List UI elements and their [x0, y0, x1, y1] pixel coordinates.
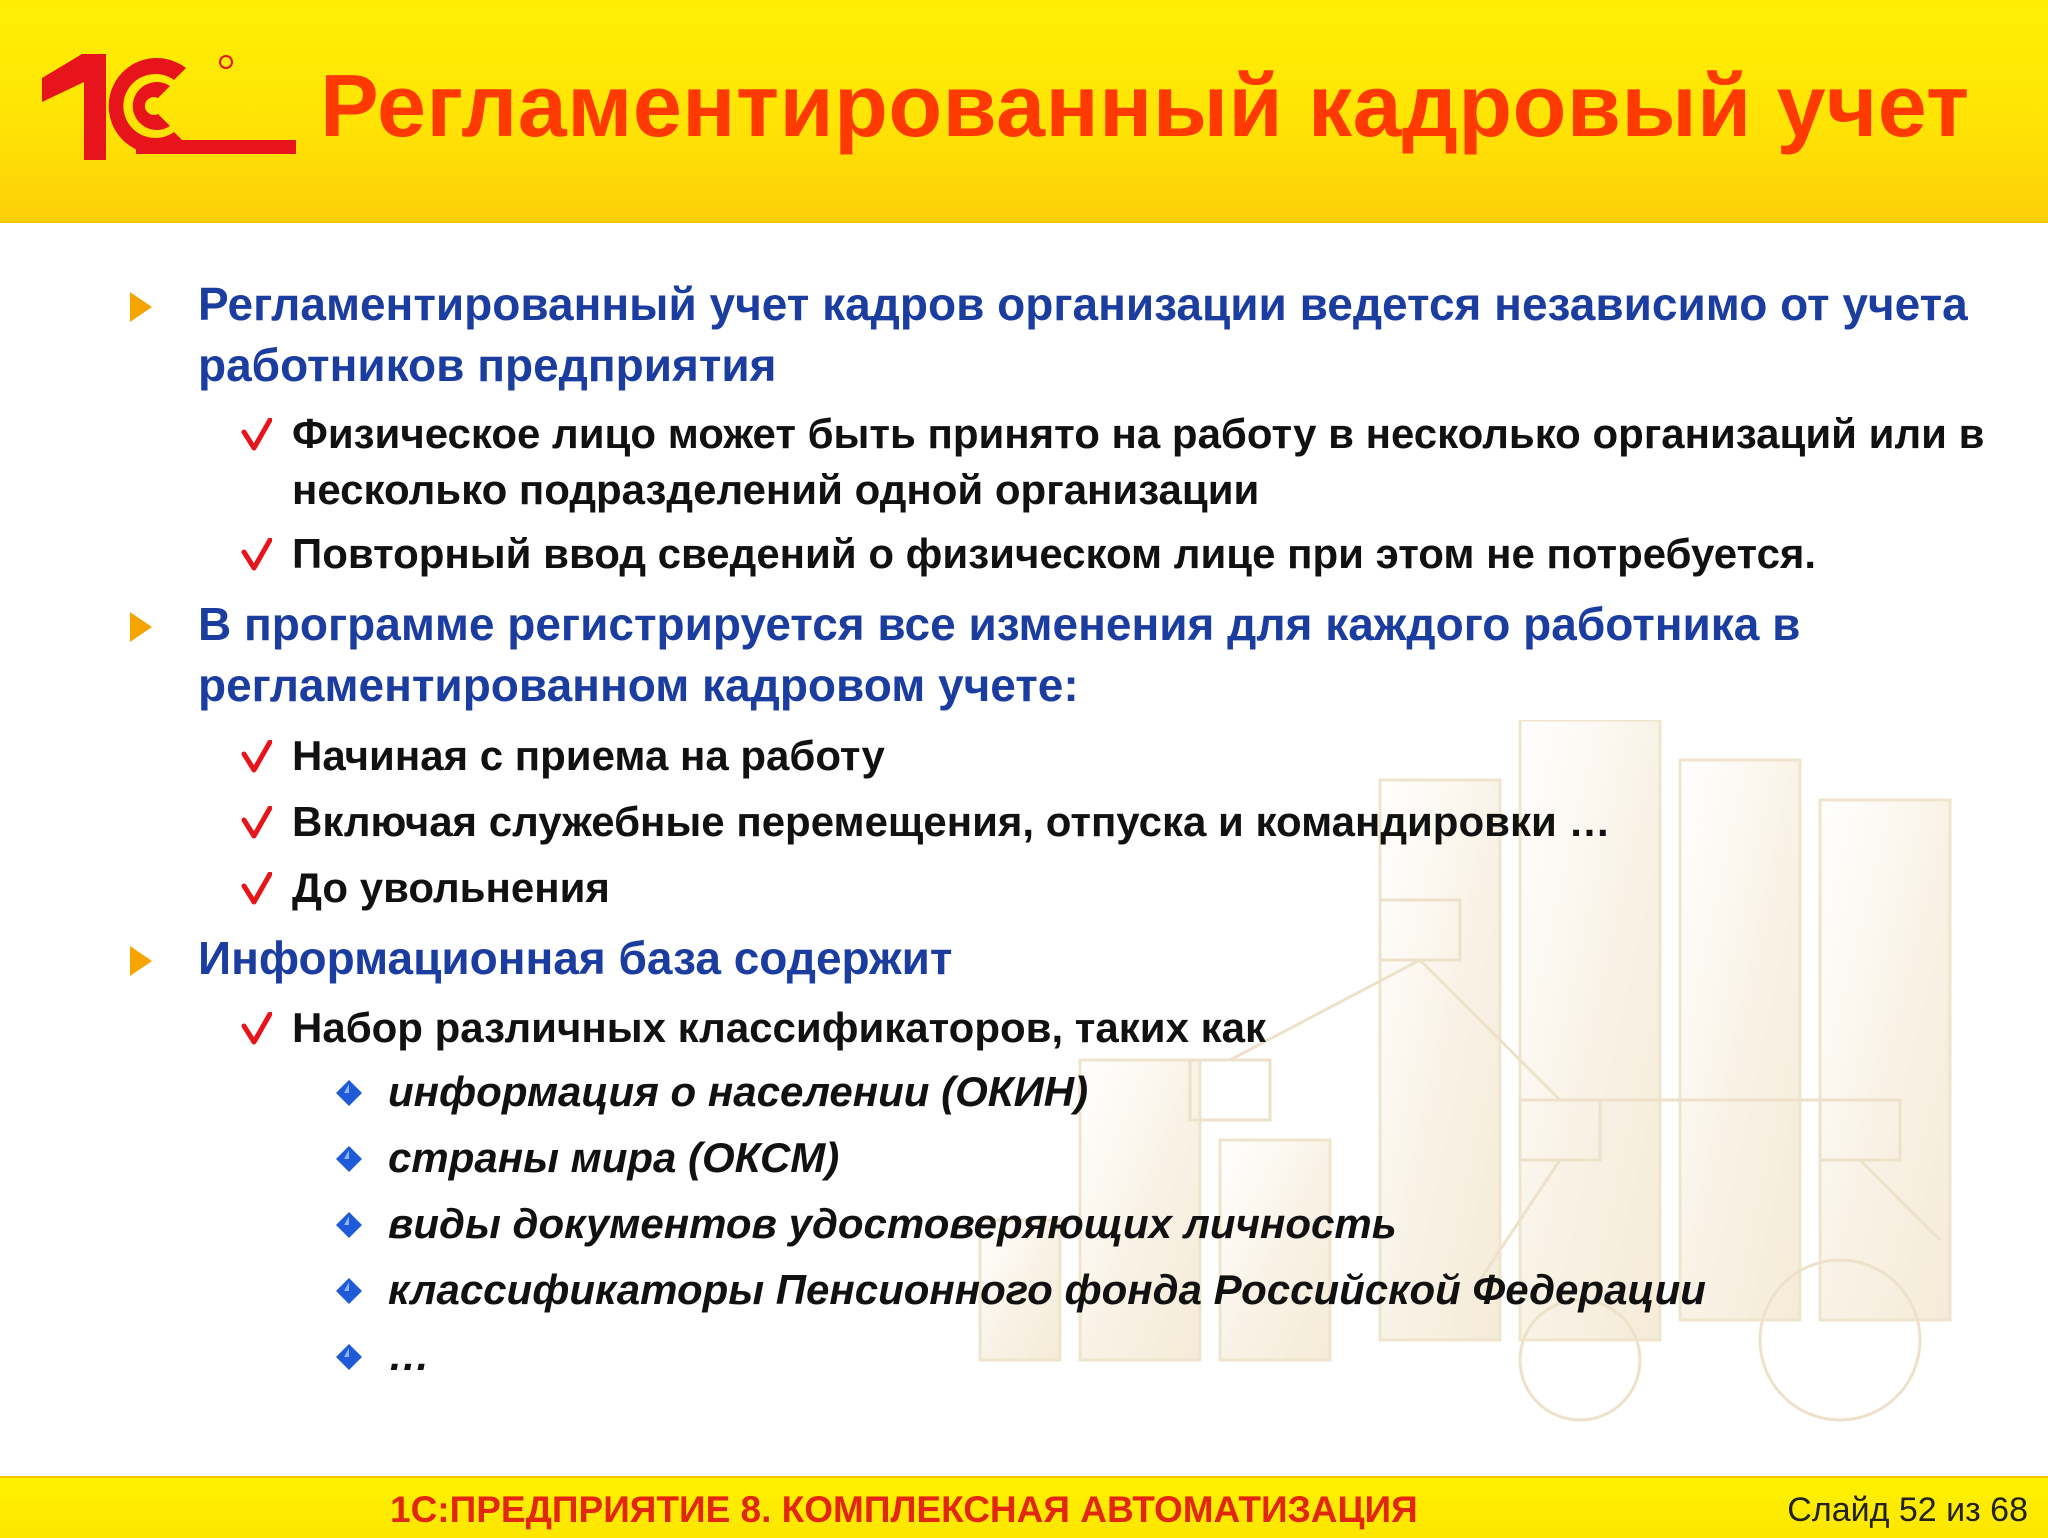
- classifier-text: …: [388, 1332, 430, 1379]
- slide-title: Регламентированный кадровый учет: [320, 56, 1970, 155]
- bullet-text: В программе регистрируется все изменения для каждого работника в регламентированном кадровом учете:: [198, 598, 1801, 711]
- sub-bullet-text: Включая служебные перемещения, отпуска и командировки …: [292, 798, 1611, 845]
- diamond-bullet-icon: [334, 1210, 364, 1240]
- triangle-bullet-icon: [130, 292, 152, 322]
- check-bullet-icon: [240, 872, 272, 906]
- sub-bullet-text: Набор различных классификаторов, таких как: [292, 1004, 1266, 1051]
- bullet-text: Регламентированный учет кадров организации ведется независимо от учета работников предприятия: [198, 278, 1968, 391]
- classifier-text: виды документов удостоверяющих личность: [388, 1200, 1397, 1247]
- classifier-text: страны мира (ОКСМ): [388, 1134, 840, 1181]
- triangle-bullet-icon: [130, 612, 152, 642]
- triangle-bullet-icon: [130, 946, 152, 976]
- sub-bullet-text: Физическое лицо может быть принято на работу в несколько организаций или в несколько подразделений одной организации: [292, 410, 1985, 513]
- diamond-bullet-icon: [334, 1144, 364, 1174]
- check-bullet-icon: [240, 740, 272, 774]
- slide-footer: [0, 1476, 2048, 1538]
- bullet-text: Информационная база содержит: [198, 932, 953, 984]
- check-bullet-icon: [240, 806, 272, 840]
- sub-bullet-text: Повторный ввод сведений о физическом лице при этом не потребуется.: [292, 530, 1817, 577]
- check-bullet-icon: [240, 418, 272, 452]
- diamond-bullet-icon: [334, 1276, 364, 1306]
- diamond-bullet-icon: [334, 1078, 364, 1108]
- footer-title: 1С:ПРЕДПРИЯТИЕ 8. КОМПЛЕКСНАЯ АВТОМАТИЗАЦИЯ: [390, 1489, 1418, 1530]
- sub-bullet-text: Начиная с приема на работу: [292, 732, 885, 779]
- slide-number: Слайд 52 из 68: [1787, 1491, 2028, 1529]
- check-bullet-icon: [240, 1012, 272, 1046]
- check-bullet-icon: [240, 538, 272, 572]
- classifier-text: информация о населении (ОКИН): [388, 1068, 1089, 1115]
- classifier-text: классификаторы Пенсионного фонда Российской Федерации: [388, 1266, 1706, 1313]
- sub-bullet-text: До увольнения: [292, 864, 610, 911]
- diamond-bullet-icon: [334, 1342, 364, 1372]
